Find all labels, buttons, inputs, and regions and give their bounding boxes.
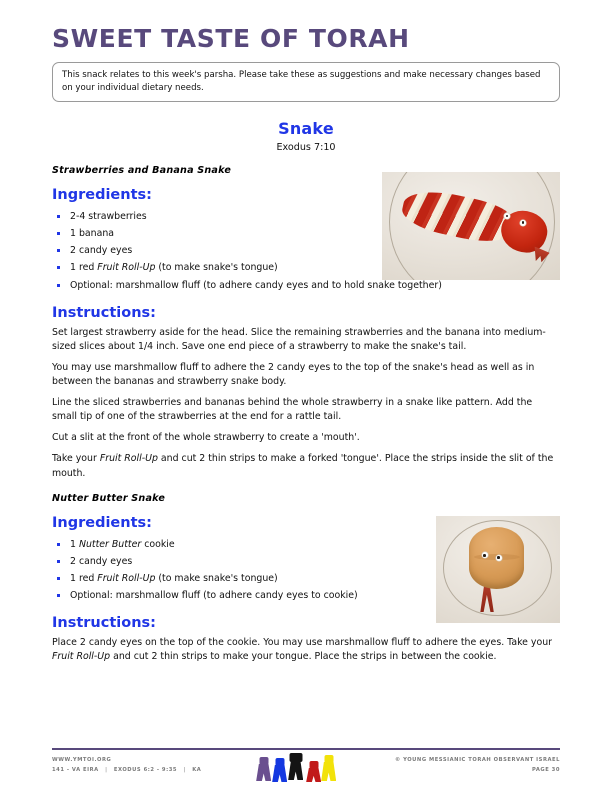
bullet-icon (57, 249, 60, 252)
candy-eye-icon (520, 220, 526, 226)
ingredient-text: 1 red Fruit Roll-Up (to make snake's tongue) (70, 572, 278, 584)
nutter-butter-snake-photo (436, 516, 560, 623)
footer-right-block (395, 756, 560, 775)
instruction-step: Place 2 candy eyes on the top of the cookie. You may use marshmallow fluff to adhere the eyes. Take your Fruit Roll-Up and cut 2 thin strips to make your tongue. Place the strips in between the cookie. (52, 637, 553, 663)
footer-copyright: © YOUNG MESSIANIC TORAH OBSERVANT ISRAEL (395, 757, 560, 763)
parsha-reference: Exodus 7:10 (276, 142, 336, 154)
footer-extra-code: KA (192, 766, 202, 773)
ingredient-text: Optional: marshmallow fluff (to adhere candy eyes to cookie) (70, 590, 358, 602)
instructions-list (52, 326, 560, 481)
ingredient-text: Optional: marshmallow fluff (to adhere candy eyes and to hold snake together) (70, 279, 442, 291)
page-title: SWEET TASTE OF TORAH (52, 24, 410, 53)
logo-figure-blue-icon (272, 758, 287, 782)
bullet-icon (57, 232, 60, 235)
logo-figure-purple-icon (256, 757, 271, 781)
footer-content (52, 756, 560, 782)
instruction-step: Line the sliced strawberries and bananas behind the whole strawberry in a snake like pattern. Add the small tip of one of the strawberries at the end for a rattle tail. (52, 397, 533, 423)
ingredient-text: 2 candy eyes (70, 245, 133, 257)
ingredients-heading: Ingredients: (52, 187, 152, 204)
logo-figure-yellow-icon (321, 755, 336, 781)
footer-portion-line (52, 766, 201, 776)
bullet-icon (57, 543, 60, 546)
bullet-icon (57, 284, 60, 287)
recipe-title: Strawberries and Banana Snake (52, 165, 232, 177)
bullet-icon (57, 577, 60, 580)
instruction-step: You may use marshmallow fluff to adhere the 2 candy eyes to the top of the snake's head as well as in between the bananas and strawberry snake body. (52, 361, 535, 388)
instructions-heading: Instructions: (52, 304, 156, 321)
footer-separator: | (105, 766, 108, 773)
logo-figure-black-icon (288, 753, 303, 780)
footer-website[interactable]: WWW.YMTOI.ORG (52, 757, 112, 763)
bullet-icon (57, 215, 60, 218)
footer-page-number: PAGE 30 (531, 766, 560, 773)
footer-torah-portion: EXODUS 6:2 - 9:35 (113, 766, 178, 773)
instruction-step: Set largest strawberry aside for the head. Slice the remaining strawberries and the banana into medium-sized slices about 1/4 inch. Save one end piece of a strawberry to make the snake's tail. (52, 326, 546, 352)
candy-eye-icon (496, 555, 502, 561)
ingredient-text: 1 banana (70, 228, 115, 240)
notice-box (52, 62, 560, 102)
ingredients-heading: Ingredients: (52, 514, 152, 531)
strawberry-banana-snake-photo (382, 172, 560, 280)
footer-left-block (52, 756, 201, 775)
notice-text: This snack relates to this week's parsha. Please take these as suggestions and make necessary changes based on your individual dietary needs. (62, 70, 541, 93)
bullet-icon (57, 560, 60, 563)
ingredient-text: 2 candy eyes (70, 555, 133, 567)
ingredient-text: 1 red Fruit Roll-Up (to make snake's tongue) (70, 262, 278, 274)
ingredient-text: 1 Nutter Butter cookie (70, 538, 175, 550)
logo-figure-red-icon (306, 761, 321, 782)
footer-divider (52, 748, 560, 750)
footer-parsha-number: 141 - VA EIRA (52, 766, 99, 773)
ymtoi-figures-logo (256, 752, 340, 782)
instructions-heading: Instructions: (52, 615, 156, 632)
bullet-icon (57, 266, 60, 269)
instruction-step: Cut a slit at the front of the whole strawberry to create a 'mouth'. (52, 432, 360, 444)
footer-separator: | (183, 766, 186, 773)
ingredient-text: 2-4 strawberries (70, 211, 147, 223)
page-footer (52, 748, 560, 782)
instruction-step: Take your Fruit Roll-Up and cut 2 thin strips to make a forked 'tongue'. Place the strips inside the slit of the mouth. (52, 453, 554, 479)
instructions-list (52, 636, 560, 664)
parsha-title: Snake (278, 119, 334, 139)
recipe-title: Nutter Butter Snake (52, 492, 166, 504)
bullet-icon (57, 594, 60, 597)
